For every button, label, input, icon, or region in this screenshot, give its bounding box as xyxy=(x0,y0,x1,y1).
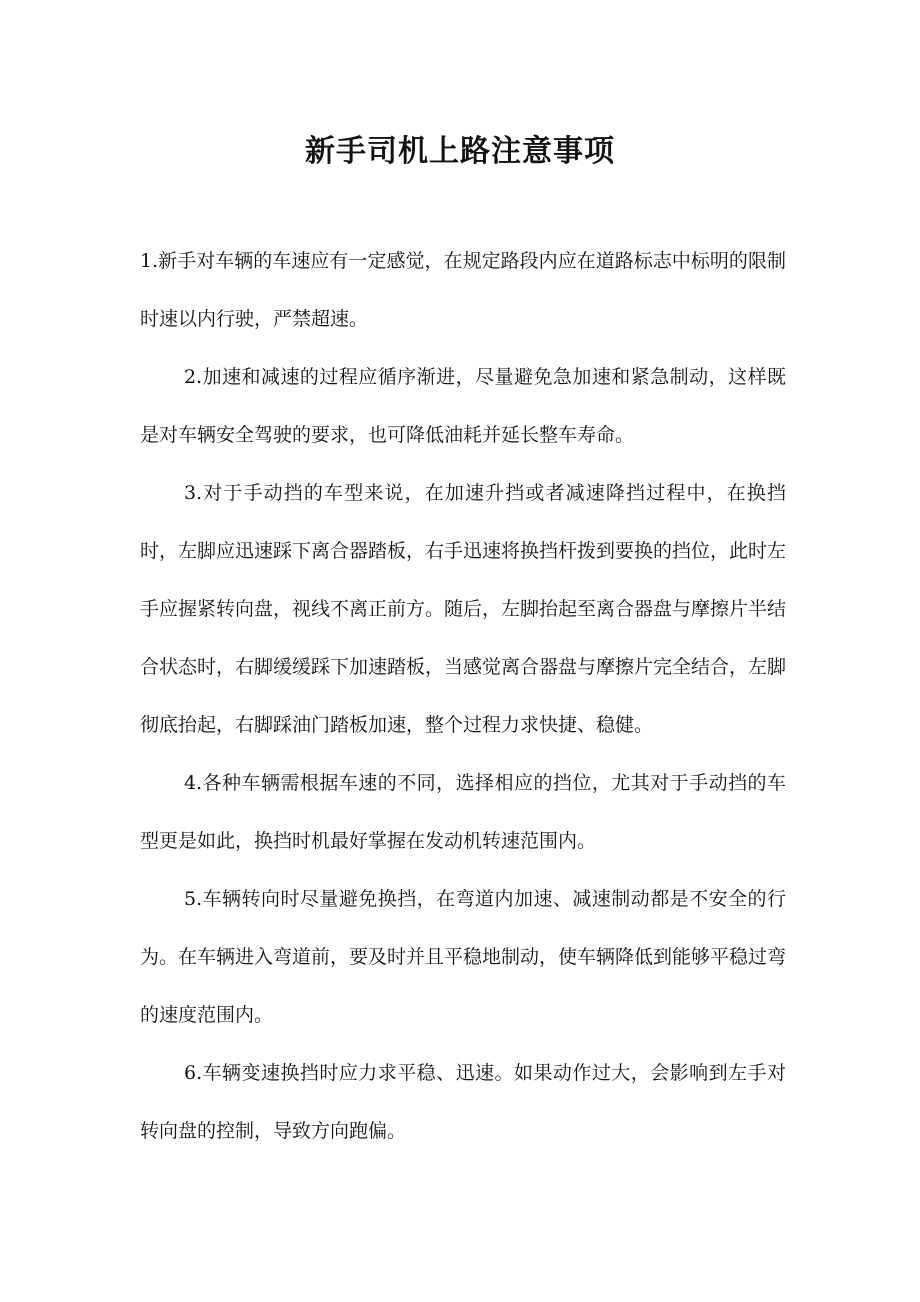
page-title: 新手司机上路注意事项 xyxy=(305,134,615,170)
document-body xyxy=(140,232,786,1160)
paragraph-6: 6.车辆变速换挡时应力求平稳、迅速。如果动作过大，会影响到左手对转向盘的控制，导致方向跑偏。 xyxy=(140,1062,786,1142)
paragraph-3: 3.对于手动挡的车型来说，在加速升挡或者减速降挡过程中，在换挡时，左脚应迅速踩下离合器踏板，右手迅速将换挡杆拨到要换的挡位，此时左手应握紧转向盘，视线不离正前方。随后，左脚抬起至离合器盘与摩擦片半结合状态时，右脚缓缓踩下加速踏板，当感觉离合器盘与摩擦片完全结合，左脚彻底抬起，右脚踩油门踏板加速，整个过程力求快捷、稳健。 xyxy=(140,482,787,736)
paragraph-1: 1.新手对车辆的车速应有一定感觉，在规定路段内应在道路标志中标明的限制时速以内行驶，严禁超速。 xyxy=(140,250,786,330)
paragraph-2: 2.加速和减速的过程应循序渐进，尽量避免急加速和紧急制动，这样既是对车辆安全驾驶的要求，也可降低油耗并延长整车寿命。 xyxy=(140,366,786,446)
paragraph-5: 5.车辆转向时尽量避免换挡，在弯道内加速、减速制动都是不安全的行为。在车辆进入弯道前，要及时并且平稳地制动，使车辆降低到能够平稳过弯的速度范围内。 xyxy=(140,888,787,1026)
paragraph-4: 4.各种车辆需根据车速的不同，选择相应的挡位，尤其对于手动挡的车型更是如此，换挡时机最好掌握在发动机转速范围内。 xyxy=(140,772,786,852)
